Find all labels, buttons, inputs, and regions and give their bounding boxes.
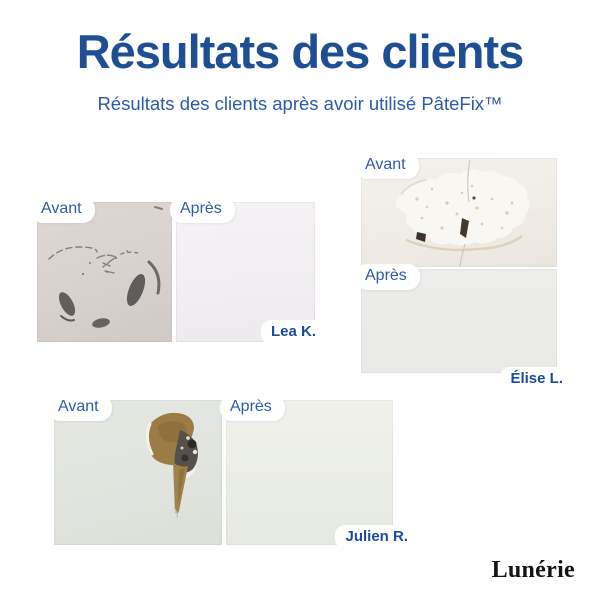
customer-name-lea: Lea K. — [261, 320, 325, 344]
after-label: Après — [220, 395, 285, 421]
photo-julien-after — [226, 398, 408, 545]
photo-elise-before — [361, 158, 557, 267]
page-title: Résultats des clients — [76, 25, 524, 78]
before-label: Avant — [355, 153, 419, 179]
before-label: Avant — [48, 395, 112, 421]
wall-hole-graphic — [54, 400, 222, 545]
photo-lea-before — [37, 202, 172, 342]
photo-elise-after — [361, 267, 563, 387]
after-label: Après — [170, 197, 235, 223]
customer-name-julien: Julien R. — [335, 525, 417, 549]
photo-lea-after — [176, 202, 315, 342]
scuff-marks-graphic — [37, 202, 172, 342]
customer-name-elise: Élise L. — [500, 367, 572, 391]
before-label: Avant — [31, 197, 95, 223]
brand-logo: Lunérie — [491, 557, 575, 583]
after-label: Après — [355, 264, 420, 290]
photo-julien-before — [54, 400, 222, 545]
page-subtitle: Résultats des clients après avoir utilisé PâteFix™ — [97, 93, 503, 114]
